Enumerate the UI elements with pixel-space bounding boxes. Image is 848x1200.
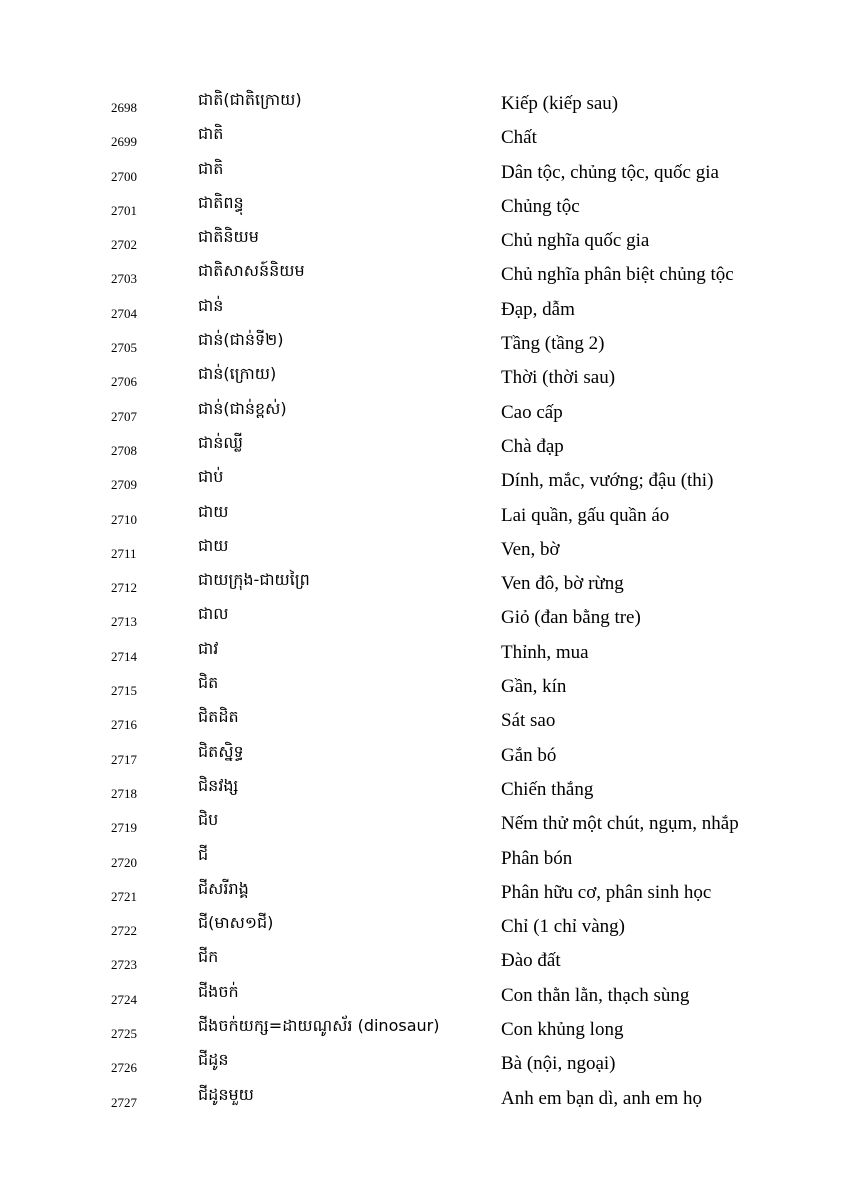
khmer-term: ជាតិសាសន៍និយម [198, 261, 305, 281]
khmer-term: ជីដូន [198, 1050, 229, 1070]
dictionary-entry [0, 739, 848, 773]
vietnamese-translation: Dính, mắc, vướng; đậu (thi) [501, 470, 714, 492]
dictionary-entry [0, 156, 848, 190]
khmer-term: ជាតិ [198, 124, 224, 144]
entry-number: 2703 [111, 271, 137, 287]
entry-number: 2711 [111, 545, 137, 561]
vietnamese-translation: Dân tộc, chủng tộc, quốc gia [501, 161, 719, 183]
dictionary-entry [0, 396, 848, 430]
dictionary-entry [0, 842, 848, 876]
entry-number: 2717 [111, 751, 137, 767]
khmer-term: ជិតដិត [198, 707, 239, 727]
dictionary-entry [0, 87, 848, 121]
vietnamese-translation: Lai quần, gấu quần áo [501, 504, 670, 526]
dictionary-entry [0, 1082, 848, 1116]
dictionary-entry [0, 361, 848, 395]
vietnamese-translation: Phân bón [501, 847, 573, 869]
vietnamese-translation: Chủ nghĩa phân biệt chủng tộc [501, 264, 734, 286]
dictionary-entry [0, 636, 848, 670]
khmer-term: ជី(មាស១ជី) [198, 913, 274, 933]
entry-number: 2707 [111, 408, 137, 424]
dictionary-entry [0, 910, 848, 944]
vietnamese-translation: Giỏ (đan bằng tre) [501, 607, 641, 629]
khmer-term: ជាតិ(ជាតិក្រោយ) [198, 90, 302, 109]
vietnamese-translation: Thỉnh, mua [501, 641, 589, 663]
vietnamese-translation: Cao cấp [501, 401, 563, 423]
entry-number: 2727 [111, 1094, 137, 1110]
entry-number: 2705 [111, 340, 137, 356]
khmer-term: ជិនវង្ស [198, 775, 239, 795]
entry-number: 2706 [111, 374, 137, 390]
khmer-term: ជាតិនិយម [198, 227, 259, 247]
khmer-term: ជាតិពន្ធុ [198, 192, 244, 212]
khmer-term: ជាន់(ជាន់ទី២) [198, 330, 284, 350]
vietnamese-translation: Đào đất [501, 950, 561, 972]
vietnamese-translation: Con thằn lằn, thạch sùng [501, 984, 690, 1006]
khmer-term: ជីដូនមួយ [198, 1084, 254, 1104]
khmer-term: ជាវ [198, 638, 219, 658]
entry-number: 2721 [111, 888, 137, 904]
dictionary-entry [0, 464, 848, 498]
vietnamese-translation: Con khủng long [501, 1019, 624, 1041]
vietnamese-translation: Chà đạp [501, 435, 564, 457]
vietnamese-translation: Thời (thời sau) [501, 367, 616, 389]
entry-number: 2709 [111, 477, 137, 493]
vietnamese-translation: Kiếp (kiếp sau) [501, 93, 619, 114]
entry-number: 2708 [111, 442, 137, 458]
entry-number: 2716 [111, 717, 137, 733]
dictionary-entry [0, 876, 848, 910]
dictionary-entry [0, 601, 848, 635]
entry-number: 2719 [111, 820, 137, 836]
entry-number: 2726 [111, 1060, 137, 1076]
entry-number: 2713 [111, 614, 137, 630]
khmer-term: ជី [198, 844, 209, 864]
khmer-term: ជាន់(ក្រោយ) [198, 364, 277, 384]
dictionary-entry [0, 533, 848, 567]
dictionary-entry [0, 773, 848, 807]
entry-number: 2720 [111, 854, 137, 870]
vietnamese-translation: Bà (nội, ngoại) [501, 1053, 616, 1075]
khmer-term: ជីក [198, 947, 219, 967]
dictionary-entry [0, 224, 848, 258]
dictionary-entry [0, 704, 848, 738]
khmer-term: ជីងចក់យក្ស=ដាយណូស័រ (dinosaur) [198, 1016, 440, 1036]
dictionary-entry [0, 121, 848, 155]
khmer-term: ជិតស្និទ្ធ [198, 741, 244, 761]
vietnamese-translation: Gắn bó [501, 744, 557, 766]
khmer-term: ជាន់(ជាន់ខ្ពស់) [198, 398, 287, 418]
dictionary-entry [0, 258, 848, 292]
vietnamese-translation: Nếm thử một chút, ngụm, nhắp [501, 813, 739, 835]
entry-number: 2700 [111, 168, 137, 184]
entry-number: 2715 [111, 683, 137, 699]
vietnamese-translation: Chất [501, 127, 537, 149]
dictionary-entry [0, 327, 848, 361]
khmer-term: ជាតិ [198, 158, 224, 178]
dictionary-entry [0, 190, 848, 224]
entry-number: 2725 [111, 1026, 137, 1042]
vietnamese-translation: Sát sao [501, 710, 556, 732]
entry-number: 2718 [111, 785, 137, 801]
entry-number: 2724 [111, 991, 137, 1007]
dictionary-entry [0, 1013, 848, 1047]
khmer-term: ជាប់ [198, 467, 224, 487]
khmer-term: ជាន់ឈ្លី [198, 432, 243, 452]
khmer-term: ជីងចក់ [198, 981, 239, 1001]
khmer-term: ជិត [198, 673, 219, 693]
dictionary-entry [0, 1047, 848, 1081]
vietnamese-translation: Chỉ (1 chỉ vàng) [501, 916, 626, 938]
khmer-term: ជាន់ [198, 295, 224, 315]
khmer-term: ជីសរីរាង្គ [198, 878, 249, 898]
vietnamese-translation: Đạp, dẫm [501, 298, 575, 320]
entry-number: 2704 [111, 305, 137, 321]
vietnamese-translation: Chủng tộc [501, 195, 580, 217]
entry-number: 2723 [111, 957, 137, 973]
dictionary-entry-list [0, 87, 848, 1116]
entry-number: 2722 [111, 923, 137, 939]
dictionary-entry [0, 944, 848, 978]
vietnamese-translation: Tầng (tầng 2) [501, 333, 605, 355]
dictionary-entry [0, 499, 848, 533]
vietnamese-translation: Ven đô, bờ rừng [501, 573, 624, 595]
vietnamese-translation: Gần, kín [501, 676, 567, 698]
dictionary-entry [0, 670, 848, 704]
khmer-term: ជាយ [198, 535, 229, 555]
khmer-term: ជាយ [198, 501, 229, 521]
vietnamese-translation: Anh em bạn dì, anh em họ [501, 1087, 703, 1109]
vietnamese-translation: Chiến thắng [501, 778, 594, 800]
entry-number: 2702 [111, 237, 137, 253]
entry-number: 2701 [111, 202, 137, 218]
vietnamese-translation: Phân hữu cơ, phân sinh học [501, 881, 712, 903]
vietnamese-translation: Chủ nghĩa quốc gia [501, 230, 650, 252]
entry-number: 2714 [111, 648, 137, 664]
dictionary-entry [0, 567, 848, 601]
dictionary-entry [0, 979, 848, 1013]
entry-number: 2698 [111, 100, 137, 115]
khmer-term: ជិប [198, 810, 219, 830]
dictionary-entry [0, 293, 848, 327]
khmer-term: ជាល [198, 604, 229, 624]
dictionary-entry [0, 430, 848, 464]
entry-number: 2712 [111, 580, 137, 596]
vietnamese-translation: Ven, bờ [501, 538, 560, 560]
entry-number: 2710 [111, 511, 137, 527]
khmer-term: ជាយក្រុង-ជាយព្រៃ [198, 570, 310, 590]
dictionary-entry [0, 807, 848, 841]
entry-number: 2699 [111, 134, 137, 150]
